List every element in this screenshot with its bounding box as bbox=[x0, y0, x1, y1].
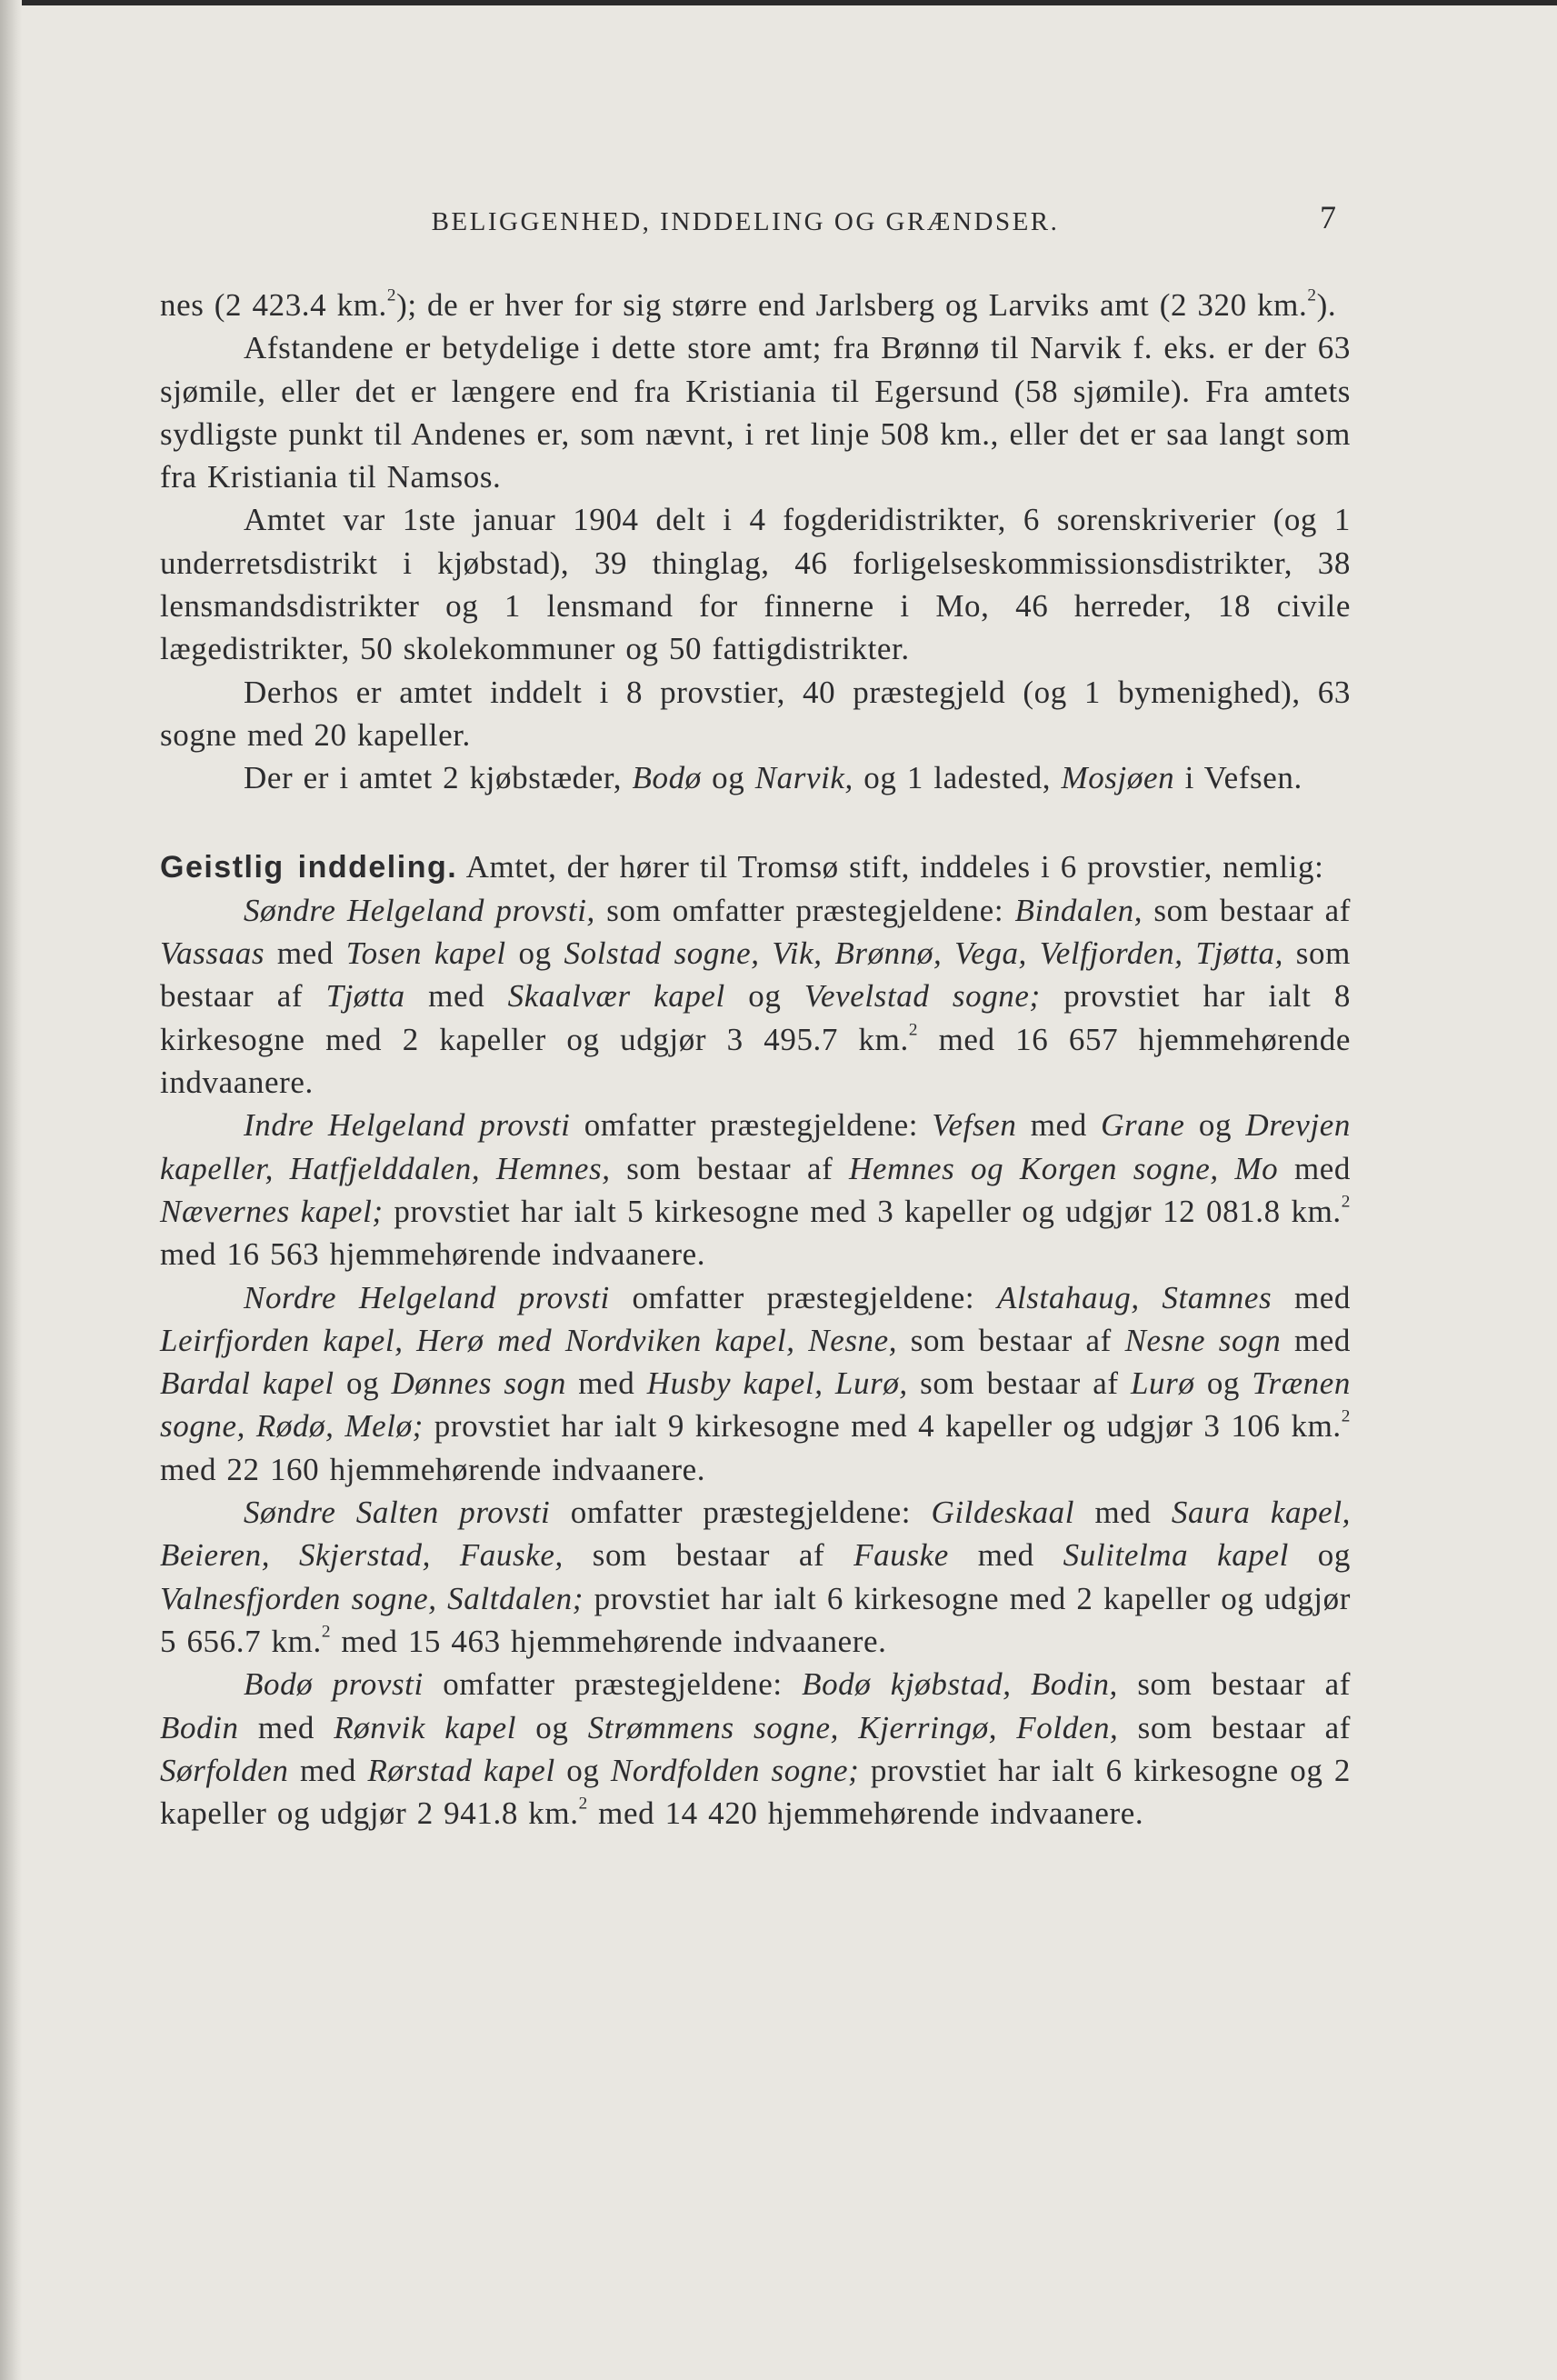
paragraph-indre-helgeland: Indre Helgeland provsti omfatter præstegjeldene: Vefsen med Grane og Drevjen kapeller, Hatfjelddalen, Hemnes, som bestaar af Hemnes og Korgen sogne, Mo med Nævernes kapel; provstiet har ialt 5 kirkesogne med 3 kapeller og udgjør 12 081.8 km.$^2$ med 16 563 hjemmehørende indvaanere. bbox=[160, 1107, 1352, 1273]
page-gutter-shadow bbox=[0, 0, 22, 2380]
paragraph-sondre-helgeland: Søndre Helgeland provsti, som omfatter præstegjeldene: Bindalen, som bestaar af Vassaas med Tosen kapel og Solstad sogne, Vik, Brønnø, Vega, Velfjorden, Tjøtta, som bestaar af Tjøtta med Skaalvær kapel og Vevelstad sogne; provstiet har ialt 8 kirkesogne med 2 kapeller og udgjør 3 495.7 km.$^2$ med 16 657 hjemmehørende indvaanere. bbox=[160, 892, 1352, 1101]
paragraph-sondre-salten: Søndre Salten provsti omfatter præstegjeldene: Gildeskaal med Saura kapel, Beieren, Skjerstad, Fauske, som bestaar af Fauske med Sulitelma kapel og Valnesfjorden sogne, Saltdalen; provstiet har ialt 6 kirkesogne med 2 kapeller og udgjør 5 656.7 km.$^2$ med 15 463 hjemmehørende indvaanere. bbox=[160, 1495, 1351, 1659]
paragraph-distances: Afstandene er betydelige i dette store amt; fra Brønnø til Narvik f. eks. er der 63 sjømile, eller det er længere end fra Kristiania til Egersund (58 sjømile). Fra amtets sydligste punkt til Andenes er, som nævnt, i ret linje 508 km., eller det er saa langt som fra Kristiania til Namsos. bbox=[160, 330, 1351, 495]
paragraph-area-comparison: nes (2 423.4 km.$^2$); de er hver for sig større end Jarlsberg og Larviks amt (2 320 km.$^2$). bbox=[160, 285, 1337, 323]
paragraph-towns: Der er i amtet 2 kjøbstæder, Bodø og Narvik, og 1 ladested, Mosjøen i Vefsen. bbox=[244, 760, 1302, 796]
page-number: 7 bbox=[1320, 199, 1336, 235]
paragraph-provstier-summary: Derhos er amtet inddelt i 8 provstier, 40 præstegjeld (og 1 bymenighed), 63 sogne med 20 kapeller. bbox=[160, 674, 1351, 753]
running-header: BELIGGENHED, INDDELING OG GRÆNDSER. bbox=[431, 207, 1060, 236]
body-text bbox=[160, 284, 1351, 1835]
paragraph-bodo-provsti: Bodø provsti omfatter præstegjeldene: Bodø kjøbstad, Bodin, som bestaar af Bodin med Rønvik kapel og Strømmens sogne, Kjerringø, Folden, som bestaar af Sørfolden med Rørstad kapel og Nordfolden sogne; provstiet har ialt 6 kirkesogne og 2 kapeller og udgjør 2 941.8 km.$^2$ med 14 420 hjemmehørende indvaanere. bbox=[160, 1666, 1352, 1832]
paragraph-geistlig-inddeling: Geistlig inddeling. Amtet, der hører til Tromsø stift, inddeles i 6 provstier, nemlig: bbox=[160, 848, 1324, 885]
paragraph-districts: Amtet var 1ste januar 1904 delt i 4 fogderidistrikter, 6 sorenskriverier (og 1 underretsdistrikt i kjøbstad), 39 thinglag, 46 forligelseskommissionsdistrikter, 38 lensmandsdistrikter og 1 lensmand for finnerne i Mo, 46 herreder, 18 civile lægedistrikter, 50 skolekommuner og 50 fattigdistrikter. bbox=[160, 502, 1351, 667]
section-heading: Geistlig inddeling. bbox=[160, 849, 458, 885]
paragraph-nordre-helgeland: Nordre Helgeland provsti omfatter præstegjeldene: Alstahaug, Stamnes med Leirfjorden kapel, Herø med Nordviken kapel, Nesne, som bestaar af Nesne sogn med Bardal kapel og Dønnes sogn med Husby kapel, Lurø, som bestaar af Lurø og Trænen sogne, Rødø, Melø; provstiet har ialt 9 kirkesogne med 4 kapeller og udgjør 3 106 km.$^2$ med 22 160 hjemmehørende indvaanere. bbox=[160, 1279, 1352, 1487]
page-top-edge bbox=[0, 0, 1557, 5]
